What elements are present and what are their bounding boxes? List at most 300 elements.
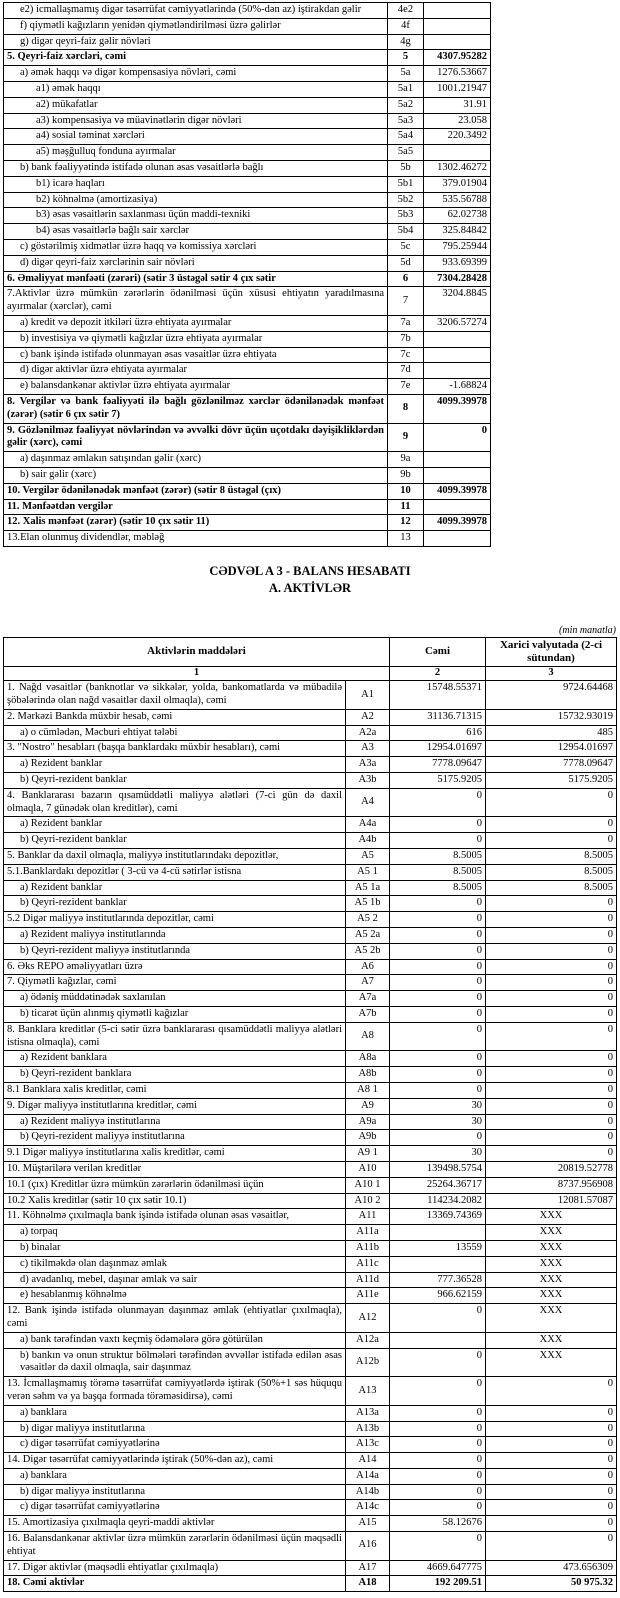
table-row: [4, 1453, 617, 1469]
row-fx-value: 12954.01697: [486, 741, 617, 757]
table-row: [4, 224, 491, 240]
row-total-value: [390, 1332, 486, 1348]
row-code: A11d: [346, 1272, 390, 1288]
row-value: 4307.95282: [424, 50, 491, 66]
row-code: A13b: [346, 1421, 390, 1437]
row-label: a1) əmək haqqı: [4, 81, 388, 97]
row-value: 325.84842: [424, 224, 491, 240]
table-row: [4, 81, 491, 97]
table-row: [4, 1114, 617, 1130]
row-value: [424, 452, 491, 468]
row-label: 15. Amortizasiya çıxılmaqla qeyri-maddi aktivlər: [4, 1516, 346, 1532]
row-fx-value: XXX: [486, 1304, 617, 1333]
row-fx-value: 0: [486, 1516, 617, 1532]
table-row: [4, 66, 491, 82]
row-fx-value: XXX: [486, 1288, 617, 1304]
row-value: 3204.8845: [424, 287, 491, 316]
table-row: [4, 725, 617, 741]
row-label: 16. Balansdankənar aktivlər üzrə mümkün zərərlərin ödənilməsi üçün məqsədli ehtiyat: [4, 1532, 346, 1561]
row-label: a) kredit və depozit itkiləri üzrə ehtiyata ayırmalar: [4, 315, 388, 331]
row-label: b1) icarə haqları: [4, 176, 388, 192]
row-label: b) binalar: [4, 1240, 346, 1256]
row-label: b) digər maliyyə institutlarına: [4, 1421, 346, 1437]
row-code: 4f: [388, 18, 424, 34]
row-label: 12. Bank işində istifadə olunmayan daşınmaz əmlak (ehtiyatlar çıxılmaqla), cəmi: [4, 1304, 346, 1333]
row-fx-value: 8.5005: [486, 880, 617, 896]
row-fx-value: 0: [486, 1437, 617, 1453]
row-label: b2) köhnəlmə (amortizasiya): [4, 192, 388, 208]
assets-table-number-row: [4, 667, 617, 681]
row-total-value: 0: [390, 833, 486, 849]
row-fx-value: 0: [486, 1067, 617, 1083]
row-value: 535.56788: [424, 192, 491, 208]
table-row: [4, 1288, 617, 1304]
table-row: [4, 896, 617, 912]
row-fx-value: 0: [486, 959, 617, 975]
row-label: 10. Vergilər ödənilənədək mənfəət (zərər) (sətir 8 üstəgəl (çıx): [4, 483, 388, 499]
table-row: [4, 347, 491, 363]
row-fx-value: 485: [486, 725, 617, 741]
row-code: A9: [346, 1098, 390, 1114]
row-code: A3: [346, 741, 390, 757]
row-label: d) digər qeyri-faiz xərclərinin sair növləri: [4, 255, 388, 271]
row-label: 6. Əks REPO əməliyyatları üzrə: [4, 959, 346, 975]
assets-table-body: [4, 637, 617, 1592]
row-value: 220.3492: [424, 129, 491, 145]
row-code: A5 2: [346, 912, 390, 928]
row-label: b) investisiya və qiymətli kağızlar üzrə ehtiyata ayırmalar: [4, 331, 388, 347]
row-code: A9 1: [346, 1146, 390, 1162]
row-total-value: 0: [390, 1405, 486, 1421]
table-row: [4, 1468, 617, 1484]
row-label: 9.1 Digər maliyyə institutlarına xalis kreditlər, cəmi: [4, 1146, 346, 1162]
balance-title-block: [3, 563, 617, 597]
row-fx-value: XXX: [486, 1225, 617, 1241]
table-row: [4, 1006, 617, 1022]
row-fx-value: 12081.57087: [486, 1193, 617, 1209]
table-row: [4, 1193, 617, 1209]
row-code: 13: [388, 531, 424, 547]
row-total-value: 0: [390, 1453, 486, 1469]
assets-subtitle: A. AKTİVLƏR: [268, 580, 352, 595]
row-label: 9. Gözlənilməz fəaliyyət növlərindən və əvvəlki dövr üçün uçotdakı dəyişikliklərdən gəlir (xərc), cəmi: [4, 423, 388, 452]
row-code: A4: [346, 788, 390, 817]
row-code: A14c: [346, 1500, 390, 1516]
table-row: [4, 773, 617, 789]
row-code: 5c: [388, 239, 424, 255]
row-fx-value: 0: [486, 943, 617, 959]
table-row: [4, 1272, 617, 1288]
row-total-value: 30: [390, 1114, 486, 1130]
row-code: A11a: [346, 1225, 390, 1241]
row-label: a) daşınmaz əmlakın satışından gəlir (xərc): [4, 452, 388, 468]
row-total-value: 8.5005: [390, 849, 486, 865]
table-row: [4, 833, 617, 849]
row-label: a) banklara: [4, 1468, 346, 1484]
table-row: [4, 499, 491, 515]
row-label: 10.1 (çıx) Kreditlər üzrə mümkün zərərlərin ödənilməsi üçün: [4, 1177, 346, 1193]
row-label: b) Qeyri-rezident banklar: [4, 833, 346, 849]
row-label: 5. Banklar da daxil olmaqla, maliyyə institutlarındakı depozitlər,: [4, 849, 346, 865]
row-label: a2) mükafatlar: [4, 97, 388, 113]
row-total-value: 0: [390, 1304, 486, 1333]
row-label: 5.2 Digər maliyyə institutlarında depozitlər, cəmi: [4, 912, 346, 928]
table-row: [4, 1082, 617, 1098]
row-fx-value: 0: [486, 788, 617, 817]
row-code: A10: [346, 1161, 390, 1177]
row-total-value: 0: [390, 1484, 486, 1500]
col-number-3: 3: [486, 667, 617, 681]
row-label: a) Rezident banklar: [4, 817, 346, 833]
row-total-value: 13559: [390, 1240, 486, 1256]
row-code: 5a: [388, 66, 424, 82]
row-label: 7.Aktivlər üzrə mümkün zərərlərin ödənilməsi üçün xüsusi ehtiyatın yaradılmasına ayırmalar (xərclər), cəmi: [4, 287, 388, 316]
row-value: [424, 34, 491, 50]
row-code: A9a: [346, 1114, 390, 1130]
row-label: 2. Mərkəzi Bankda müxbir hesab, cəmi: [4, 709, 346, 725]
row-value: 4099.39978: [424, 483, 491, 499]
row-label: g) digər qeyri-faiz gəlir növləri: [4, 34, 388, 50]
table-row: [4, 757, 617, 773]
row-label: c) digər təsərrüfat cəmiyyətlərinə: [4, 1500, 346, 1516]
row-fx-value: 0: [486, 928, 617, 944]
row-label: e) balansdankənar aktivlər üzrə ehtiyata ayırmalar: [4, 379, 388, 395]
row-code: 5b3: [388, 208, 424, 224]
row-fx-value: 0: [486, 1130, 617, 1146]
row-label: 7. Qiymətli kağızlar, cəmi: [4, 975, 346, 991]
row-label: a4) sosial təminat xərcləri: [4, 129, 388, 145]
row-code: A8a: [346, 1051, 390, 1067]
row-label: 10.2 Xalis kreditlər (sətir 10 çıx sətir 10.1): [4, 1193, 346, 1209]
row-total-value: 0: [390, 1130, 486, 1146]
row-code: 9b: [388, 467, 424, 483]
row-fx-value: 9724.64468: [486, 681, 617, 710]
row-code: A5 2a: [346, 928, 390, 944]
table-row: [4, 531, 491, 547]
table-row: [4, 1067, 617, 1083]
row-code: A6: [346, 959, 390, 975]
col-number-2: 2: [390, 667, 486, 681]
table-row: [4, 18, 491, 34]
table-row: [4, 208, 491, 224]
row-total-value: 15748.55371: [390, 681, 486, 710]
row-code: A13a: [346, 1405, 390, 1421]
row-label: a) torpaq: [4, 1225, 346, 1241]
row-label: b) sair gəlir (xərc): [4, 467, 388, 483]
row-total-value: 139498.5754: [390, 1161, 486, 1177]
table-row: [4, 928, 617, 944]
row-fx-value: 20819.52778: [486, 1161, 617, 1177]
table-row: [4, 880, 617, 896]
row-code: A11e: [346, 1288, 390, 1304]
table-row: [4, 467, 491, 483]
row-label: 11. Köhnəlmə çıxılmaqla bank işində istifadə olunan əsas vəsaitlər,: [4, 1209, 346, 1225]
row-label: b) bankın və onun struktur bölmələri tərəfindən əvvəllər istifadə edilən əsas vəsaitlər də daxil olmaqla, sair daşınmaz: [4, 1348, 346, 1377]
table-row: [4, 681, 617, 710]
row-code: 5: [388, 50, 424, 66]
row-label: 13. İcmallaşmamış törəmə təsərrüfat cəmiyyətlərdə iştirak (50%+1 səs hüququ verən səhm və ya başqa formada törəməsidirsə), cəmi: [4, 1377, 346, 1406]
table-row: [4, 1161, 617, 1177]
row-code: 5b4: [388, 224, 424, 240]
row-code: A11b: [346, 1240, 390, 1256]
row-label: b) Qeyri-rezident banklara: [4, 1067, 346, 1083]
table-row: [4, 1304, 617, 1333]
row-fx-value: 0: [486, 1006, 617, 1022]
row-label: 9. Digər maliyyə institutlarına kreditlər, cəmi: [4, 1098, 346, 1114]
row-total-value: 0: [390, 943, 486, 959]
row-code: A7b: [346, 1006, 390, 1022]
row-code: 7a: [388, 315, 424, 331]
table-row: [4, 1421, 617, 1437]
row-value: 933.69399: [424, 255, 491, 271]
row-total-value: 0: [390, 1500, 486, 1516]
row-label: b) bank fəaliyyətində istifadə olunan əsas vəsaitlərlə bağlı: [4, 160, 388, 176]
row-label: 11. Mənfəətdən vergilər: [4, 499, 388, 515]
assets-table: [3, 637, 617, 1593]
row-total-value: 4669.647775: [390, 1560, 486, 1576]
table-row: [4, 255, 491, 271]
row-fx-value: 0: [486, 1051, 617, 1067]
row-label: a) ödəniş müddətinədək saxlanılan: [4, 991, 346, 1007]
row-label: 10. Müştərilərə verilən kreditlər: [4, 1161, 346, 1177]
row-code: A5 1b: [346, 896, 390, 912]
row-label: d) avadanlıq, mebel, daşınar əmlak və sair: [4, 1272, 346, 1288]
row-code: A16: [346, 1532, 390, 1561]
row-value: [424, 331, 491, 347]
table-row: [4, 271, 491, 287]
row-fx-value: XXX: [486, 1209, 617, 1225]
row-label: d) digər aktivlər üzrə ehtiyata ayırmalar: [4, 363, 388, 379]
row-label: e2) icmallaşmamış digər təsərrüfat cəmiyyətlərində (50%-dən az) iştirakdan gəlir: [4, 3, 388, 19]
row-label: 5.1.Banklardakı depozitlər ( 3-cü və 4-cü sətirlər istisna: [4, 864, 346, 880]
row-code: 7c: [388, 347, 424, 363]
row-code: A3b: [346, 773, 390, 789]
row-code: A4b: [346, 833, 390, 849]
table-row: [4, 912, 617, 928]
row-total-value: 0: [390, 1468, 486, 1484]
row-fx-value: 0: [486, 896, 617, 912]
header-items: Aktivlərin maddələri: [4, 637, 390, 667]
row-fx-value: 473.656309: [486, 1560, 617, 1576]
row-code: 10: [388, 483, 424, 499]
table-row: [4, 423, 491, 452]
row-code: 4g: [388, 34, 424, 50]
table-row: [4, 1560, 617, 1576]
row-value: 1276.53667: [424, 66, 491, 82]
table-row: [4, 1348, 617, 1377]
row-value: [424, 347, 491, 363]
table-row: [4, 176, 491, 192]
row-total-value: 0: [390, 959, 486, 975]
row-label: a) Rezident banklara: [4, 1051, 346, 1067]
row-value: [424, 499, 491, 515]
table-row: [4, 145, 491, 161]
row-code: A12b: [346, 1348, 390, 1377]
row-label: 8. Banklara kreditlər (5-ci sətir üzrə banklararası qısamüddətli maliyyə alətləri istisna olmaqla), cəmi: [4, 1022, 346, 1051]
row-code: 9a: [388, 452, 424, 468]
row-total-value: 114234.2082: [390, 1193, 486, 1209]
row-fx-value: 0: [486, 912, 617, 928]
row-label: b) ticarət üçün alınmış qiymətli kağızlar: [4, 1006, 346, 1022]
row-fx-value: 0: [486, 1114, 617, 1130]
row-fx-value: XXX: [486, 1240, 617, 1256]
row-code: A13c: [346, 1437, 390, 1453]
table-row: [4, 331, 491, 347]
row-label: a) bank tərəfindən vaxtı keçmiş ödəmələrə görə götürülən: [4, 1332, 346, 1348]
row-code: 5a3: [388, 113, 424, 129]
table-row: [4, 1500, 617, 1516]
header-total: Cəmi: [390, 637, 486, 667]
row-label: 18. Cəmi aktivlər: [4, 1576, 346, 1592]
row-code: 7b: [388, 331, 424, 347]
row-code: A10 2: [346, 1193, 390, 1209]
table-row: [4, 1437, 617, 1453]
row-total-value: 5175.9205: [390, 773, 486, 789]
table-row: [4, 113, 491, 129]
table-row: [4, 160, 491, 176]
table-row: [4, 1256, 617, 1272]
row-code: A2a: [346, 725, 390, 741]
row-fx-value: 8737.956908: [486, 1177, 617, 1193]
row-value: 3206.57274: [424, 315, 491, 331]
row-total-value: [390, 1256, 486, 1272]
row-code: 8: [388, 394, 424, 423]
row-code: 7: [388, 287, 424, 316]
row-code: A8 1: [346, 1082, 390, 1098]
table-row: [4, 1051, 617, 1067]
table-row: [4, 1377, 617, 1406]
row-fx-value: 0: [486, 1082, 617, 1098]
row-code: A10 1: [346, 1177, 390, 1193]
row-value: [424, 3, 491, 19]
row-code: 6: [388, 271, 424, 287]
table-row: [4, 192, 491, 208]
row-label: 6. Əməliyyat mənfəəti (zərəri) (sətir 3 üstəgəl sətir 4 çıx sətir: [4, 271, 388, 287]
row-total-value: 7778.09647: [390, 757, 486, 773]
row-label: c) digər təsərrüfat cəmiyyətlərinə: [4, 1437, 346, 1453]
row-label: c) göstərilmiş xidmətlər üzrə haqq və komissiya xərcləri: [4, 239, 388, 255]
row-code: 5a5: [388, 145, 424, 161]
row-total-value: 30: [390, 1098, 486, 1114]
table-row: [4, 975, 617, 991]
row-fx-value: 5175.9205: [486, 773, 617, 789]
row-code: 5a2: [388, 97, 424, 113]
table-row: [4, 1516, 617, 1532]
unit-note: (min manatla): [559, 624, 616, 636]
row-code: 12: [388, 515, 424, 531]
row-total-value: 616: [390, 725, 486, 741]
row-total-value: 58.12676: [390, 1516, 486, 1532]
row-value: [424, 363, 491, 379]
row-code: A5 2b: [346, 943, 390, 959]
row-fx-value: 0: [486, 1421, 617, 1437]
row-label: a) banklara: [4, 1405, 346, 1421]
row-label: a5) məşğulluq fonduna ayırmalar: [4, 145, 388, 161]
table-row: [4, 3, 491, 19]
table-row: [4, 239, 491, 255]
table-row: [4, 1130, 617, 1146]
row-total-value: 0: [390, 817, 486, 833]
row-label: c) tikilməkdə olan daşınmaz əmlak: [4, 1256, 346, 1272]
row-value: 379.01904: [424, 176, 491, 192]
row-total-value: 777.36528: [390, 1272, 486, 1288]
row-label: 4. Banklararası bazarın qısamüddətli maliyyə alətləri (7-ci gün də daxil olmaqla, 7 günədək olan kreditlər), cəmi: [4, 788, 346, 817]
assets-table-header-row: [4, 637, 617, 667]
row-code: A2: [346, 709, 390, 725]
row-fx-value: 0: [486, 1484, 617, 1500]
row-total-value: 192 209.51: [390, 1576, 486, 1592]
row-fx-value: 0: [486, 1468, 617, 1484]
table-row: [4, 788, 617, 817]
table-row: [4, 1098, 617, 1114]
row-total-value: 0: [390, 1051, 486, 1067]
row-fx-value: 0: [486, 1146, 617, 1162]
row-value: 1001.21947: [424, 81, 491, 97]
table-row: [4, 452, 491, 468]
row-label: b) Qeyri-rezident banklar: [4, 896, 346, 912]
row-label: 12. Xalis mənfəət (zərər) (sətir 10 çıx sətir 11): [4, 515, 388, 531]
row-total-value: 25264.36717: [390, 1177, 486, 1193]
table-row: [4, 817, 617, 833]
table-row: [4, 379, 491, 395]
row-total-value: 12954.01697: [390, 741, 486, 757]
row-total-value: 8.5005: [390, 880, 486, 896]
table-row: [4, 1022, 617, 1051]
row-fx-value: XXX: [486, 1272, 617, 1288]
row-value: 4099.39978: [424, 515, 491, 531]
row-value: 7304.28428: [424, 271, 491, 287]
row-code: A9b: [346, 1130, 390, 1146]
table-row: [4, 741, 617, 757]
table-row: [4, 849, 617, 865]
row-fx-value: 7778.09647: [486, 757, 617, 773]
row-code: A3a: [346, 757, 390, 773]
row-label: a) Rezident maliyyə institutlarında: [4, 928, 346, 944]
table-row: [4, 363, 491, 379]
table-row: [4, 97, 491, 113]
row-fx-value: XXX: [486, 1348, 617, 1377]
row-fx-value: 0: [486, 975, 617, 991]
row-code: A18: [346, 1576, 390, 1592]
table-row: [4, 50, 491, 66]
row-label: a) Rezident banklar: [4, 880, 346, 896]
row-fx-value: 0: [486, 1377, 617, 1406]
row-value: 23.058: [424, 113, 491, 129]
row-total-value: 0: [390, 1532, 486, 1561]
row-label: b4) əsas vəsaitlərlə bağlı sair xərclər: [4, 224, 388, 240]
row-fx-value: 8.5005: [486, 864, 617, 880]
balance-title: CƏDVƏL A 3 - BALANS HESABATI: [209, 563, 411, 578]
row-label: b) Qeyri-rezident maliyyə institutlarında: [4, 943, 346, 959]
row-code: 11: [388, 499, 424, 515]
row-fx-value: 8.5005: [486, 849, 617, 865]
row-fx-value: 50 975.32: [486, 1576, 617, 1592]
row-fx-value: 0: [486, 817, 617, 833]
row-label: 13.Elan olunmuş dividendlər, məbləğ: [4, 531, 388, 547]
table-row: [4, 515, 491, 531]
row-total-value: 0: [390, 788, 486, 817]
table-row: [4, 483, 491, 499]
row-code: 5a4: [388, 129, 424, 145]
table-row: [4, 1209, 617, 1225]
row-code: A14: [346, 1453, 390, 1469]
table-row: [4, 943, 617, 959]
row-code: A12: [346, 1304, 390, 1333]
row-code: A5 1: [346, 864, 390, 880]
row-total-value: 0: [390, 1421, 486, 1437]
row-code: A7a: [346, 991, 390, 1007]
table-row: [4, 1576, 617, 1592]
